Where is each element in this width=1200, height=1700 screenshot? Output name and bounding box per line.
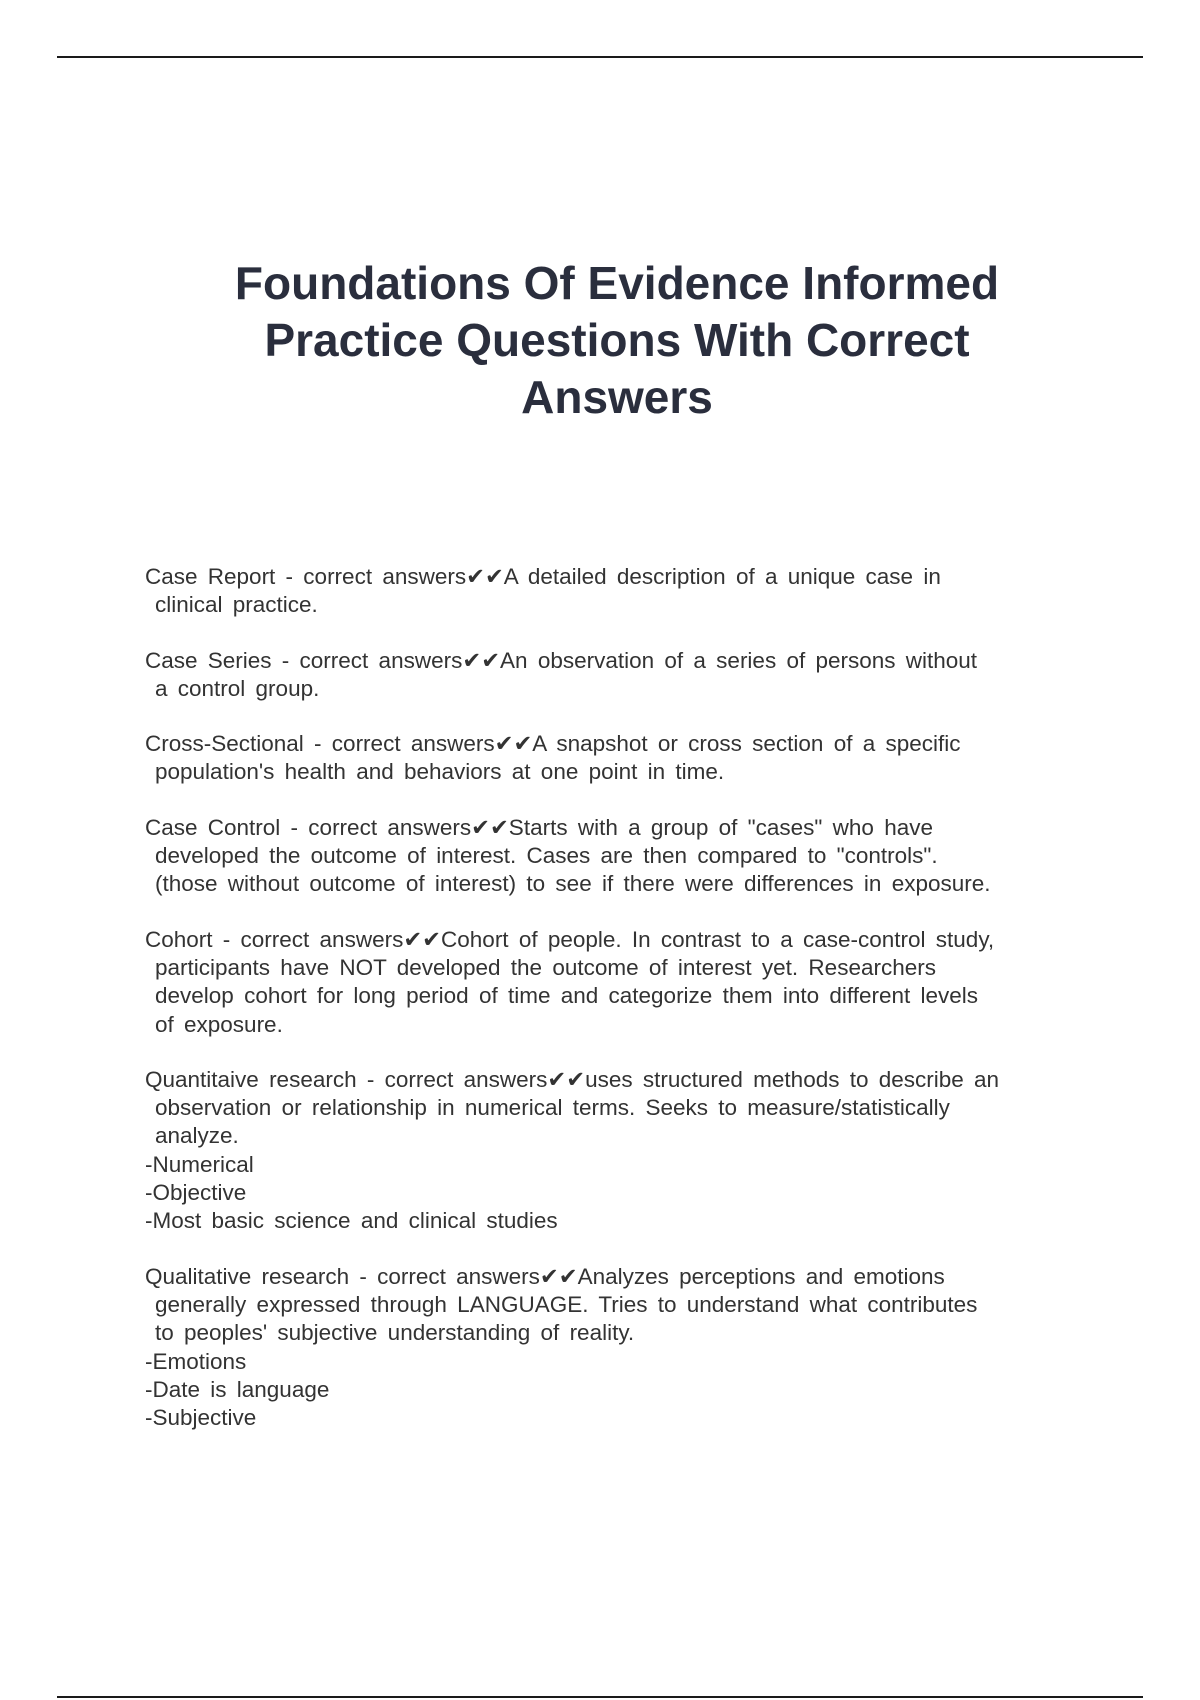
entry-text-line: to peoples' subjective understanding of reality. [155, 1320, 635, 1346]
entry-text-line: Case Series - correct answers✔✔An observation of a series of persons without [145, 647, 978, 673]
qa-entry-cross-sectional [145, 730, 1085, 787]
entry-text-line: Case Control - correct answers✔✔Starts with a group of "cases" who have [145, 814, 933, 840]
bullet-item: -Subjective [145, 1405, 257, 1431]
title-line-1: Foundations Of Evidence Informed [234, 257, 1000, 309]
document-title [150, 255, 1084, 426]
qa-entry-qualitative-research [145, 1263, 1085, 1433]
entry-text-line: analyze. [155, 1123, 239, 1149]
bullet-item: -Date is language [145, 1376, 330, 1402]
bottom-rule [57, 1696, 1143, 1698]
qa-entry-case-report [145, 563, 1085, 620]
qa-entry-case-series [145, 647, 1085, 704]
bullet-item: -Most basic science and clinical studies [145, 1208, 558, 1234]
entry-text-line: Qualitative research - correct answers✔✔Analyzes perceptions and emotions [145, 1263, 945, 1289]
qa-entry-quantitative-research [145, 1066, 1085, 1236]
bullet-item: -Emotions [145, 1348, 247, 1374]
entry-text-line: population's health and behaviors at one point in time. [155, 759, 725, 785]
qa-list [145, 563, 1085, 1459]
title-line-2: Practice Questions With Correct [264, 314, 970, 366]
entry-text-line: Quantitaive research - correct answers✔✔uses structured methods to describe an [145, 1066, 1000, 1092]
entry-text-line: of exposure. [155, 1011, 283, 1037]
entry-text-line: develop cohort for long period of time and categorize them into different levels [155, 983, 979, 1009]
qa-entry-case-control [145, 814, 1085, 899]
entry-text-line: Case Report - correct answers✔✔A detailed description of a unique case in [145, 564, 941, 589]
top-rule [57, 56, 1143, 58]
entry-text-line: generally expressed through LANGUAGE. Tries to understand what contributes [155, 1291, 978, 1317]
entry-text-line: Cross-Sectional - correct answers✔✔A snapshot or cross section of a specific [145, 731, 961, 757]
title-line-3: Answers [521, 371, 713, 423]
entry-text-line: (those without outcome of interest) to see if there were differences in exposure. [155, 871, 991, 897]
entry-text-line: observation or relationship in numerical terms. Seeks to measure/statistically [155, 1095, 950, 1121]
qa-entry-cohort [145, 926, 1085, 1039]
entry-text-line: a control group. [155, 675, 320, 701]
entry-text-line: Cohort - correct answers✔✔Cohort of people. In contrast to a case-control study, [145, 926, 995, 952]
entry-text-line: developed the outcome of interest. Cases are then compared to "controls". [155, 843, 938, 869]
bullet-item: -Numerical [145, 1151, 254, 1177]
entry-text-line: participants have NOT developed the outcome of interest yet. Researchers [155, 954, 936, 980]
bullet-item: -Objective [145, 1180, 247, 1206]
entry-text-line: clinical practice. [155, 592, 318, 618]
